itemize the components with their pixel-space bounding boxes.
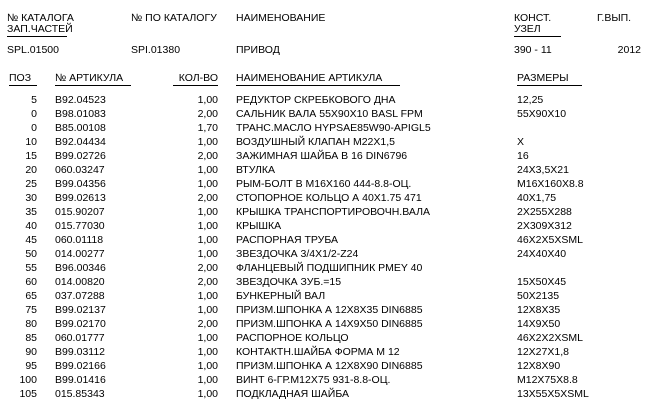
row-article: 060.03247 [55, 164, 105, 176]
row-name: КОНТАКТН.ШАЙБА ФОРМА M 12 [236, 346, 400, 358]
row-name: ФЛАНЦЕВЫЙ ПОДШИПНИК PMEY 40 [236, 262, 423, 274]
table-row [0, 150, 660, 162]
row-pos: 30 [25, 192, 37, 204]
row-qty: 1,00 [197, 332, 218, 344]
row-qty: 1,00 [197, 290, 218, 302]
assembly-underline [514, 36, 561, 37]
row-qty: 1,00 [197, 178, 218, 190]
row-article: 060.01118 [55, 234, 104, 246]
row-size: 46X2X2XSML [517, 332, 583, 344]
catalog-label [7, 13, 74, 35]
row-size: M12X75X8.8 [517, 374, 578, 386]
table-row [0, 262, 660, 274]
name-header-underline [236, 85, 400, 86]
row-size: 13X55X5XSML [517, 388, 589, 400]
table-row [0, 192, 660, 204]
row-pos: 25 [25, 178, 37, 190]
year-label: Г.ВЫП. [597, 12, 632, 24]
table-row [0, 234, 660, 246]
row-name: БУНКЕРНЫЙ ВАЛ [236, 290, 326, 302]
row-qty: 1,00 [197, 94, 218, 106]
table-row [0, 374, 660, 386]
row-article: B99.03112 [55, 346, 106, 358]
table-row [0, 332, 660, 344]
row-name: РЫМ-БОЛТ В M16X160 444-8.8-ОЦ. [236, 178, 412, 190]
col-article-header: № АРТИКУЛА [55, 72, 124, 84]
row-name: ВИНТ 6-ГР.M12X75 931-8.8-ОЦ. [236, 374, 391, 386]
row-name: ЗВЕЗДОЧКА ЗУБ.=15 [236, 276, 342, 288]
column-header-row [0, 72, 660, 84]
table-row [0, 94, 660, 106]
row-article: B99.04356 [55, 178, 106, 190]
row-article: B92.04523 [55, 94, 106, 106]
table-row [0, 122, 660, 134]
assembly-label [514, 13, 551, 35]
row-qty: 1,00 [197, 136, 218, 148]
row-article: 060.01777 [55, 332, 105, 344]
row-name: ВТУЛКА [236, 164, 276, 176]
table-row [0, 248, 660, 260]
pos-header-underline [9, 85, 37, 86]
row-qty: 1,00 [197, 206, 218, 218]
row-name: ПРИЗМ.ШПОНКА А 14X9X50 DIN6885 [236, 318, 423, 330]
table-row [0, 164, 660, 176]
table-row [0, 388, 660, 400]
row-name: САЛЬНИК ВАЛА 55X90X10 BASL FPM [236, 108, 423, 120]
row-name: КРЫШКА ТРАНСПОРТИРОВОЧН.ВАЛА [236, 206, 430, 218]
row-size: 2X309X312 [517, 220, 572, 232]
size-header-underline [517, 85, 582, 86]
row-pos: 65 [25, 290, 37, 302]
row-article: B98.01083 [55, 108, 106, 120]
col-pos-header: ПОЗ [9, 72, 32, 84]
row-pos: 100 [19, 374, 37, 386]
assembly-label-line1: КОНСТ. [514, 12, 552, 24]
row-name: ПРИЗМ.ШПОНКА А 12X8X35 DIN6885 [236, 304, 423, 316]
row-qty: 1,00 [197, 248, 218, 260]
row-name: РЕДУКТОР СКРЕБКОВОГО ДНА [236, 94, 396, 106]
table-row [0, 276, 660, 288]
row-article: B99.02613 [55, 192, 106, 204]
row-qty: 1,00 [197, 388, 218, 400]
row-qty: 2,00 [197, 276, 218, 288]
row-name: РАСПОРНАЯ ТРУБА [236, 234, 338, 246]
row-size: M16X160X8.8 [517, 178, 584, 190]
row-pos: 10 [25, 136, 37, 148]
row-qty: 2,00 [197, 108, 218, 120]
row-article: 015.77030 [55, 220, 105, 232]
row-size: X [517, 136, 525, 148]
row-article: 037.07288 [55, 290, 105, 302]
row-pos: 5 [31, 94, 37, 106]
table-row [0, 178, 660, 190]
row-article: B99.02170 [55, 318, 106, 330]
table-row [0, 360, 660, 372]
row-name: ТРАНС.МАСЛО HYPSAE85W90-APIGL5 [236, 122, 431, 134]
row-article: B99.02726 [55, 150, 106, 162]
row-pos: 105 [19, 388, 37, 400]
row-qty: 2,00 [197, 262, 218, 274]
row-name: ЗВЕЗДОЧКА 3/4X1/2-Z24 [236, 248, 359, 260]
article-header-underline [55, 85, 131, 86]
row-article: B92.04434 [55, 136, 106, 148]
row-size: 24X40X40 [517, 248, 567, 260]
row-pos: 45 [25, 234, 37, 246]
qty-header-underline [173, 85, 218, 86]
row-qty: 2,00 [197, 318, 218, 330]
row-name: КРЫШКА [236, 220, 282, 232]
col-name-header: НАИМЕНОВАНИЕ АРТИКУЛА [236, 72, 383, 84]
row-size: 12,25 [517, 94, 544, 106]
row-pos: 75 [25, 304, 37, 316]
row-pos: 85 [25, 332, 37, 344]
table-row [0, 136, 660, 148]
table-row [0, 318, 660, 330]
table-row [0, 346, 660, 358]
row-article: B85.00108 [55, 122, 106, 134]
row-name: ПРИЗМ.ШПОНКА А 12X8X90 DIN6885 [236, 360, 423, 372]
row-pos: 0 [31, 108, 37, 120]
catalog-no-value: SPI.01380 [131, 44, 181, 56]
row-article: 014.00820 [55, 276, 105, 288]
row-name: ПОДКЛАДНАЯ ШАЙБА [236, 388, 349, 400]
row-name: РАСПОРНОЕ КОЛЬЦО [236, 332, 349, 344]
row-qty: 1,00 [197, 234, 218, 246]
table-row [0, 108, 660, 120]
row-qty: 2,00 [197, 192, 218, 204]
row-qty: 1,00 [197, 374, 218, 386]
row-pos: 40 [25, 220, 37, 232]
row-size: 24X3,5X21 [517, 164, 569, 176]
year-value: 2012 [617, 44, 641, 56]
row-article: 014.00277 [55, 248, 105, 260]
row-pos: 90 [25, 346, 37, 358]
row-name: СТОПОРНОЕ КОЛЬЦО А 40X1.75 471 [236, 192, 422, 204]
row-article: B99.02166 [55, 360, 106, 372]
assembly-value: 390 - 11 [514, 44, 552, 56]
row-qty: 1,00 [197, 164, 218, 176]
row-size: 46X2X5XSML [517, 234, 583, 246]
row-qty: 1,70 [197, 122, 218, 134]
row-pos: 95 [25, 360, 37, 372]
row-name: ВОЗДУШНЫЙ КЛАПАН M22X1,5 [236, 136, 395, 148]
row-qty: 1,00 [197, 360, 218, 372]
name-value: ПРИВОД [236, 44, 280, 56]
row-size: 55X90X10 [517, 108, 567, 120]
row-size: 14X9X50 [517, 318, 561, 330]
col-size-header: РАЗМЕРЫ [517, 72, 569, 84]
row-article: B99.02137 [55, 304, 106, 316]
row-size: 15X50X45 [517, 276, 567, 288]
row-pos: 60 [25, 276, 37, 288]
row-size: 12X27X1,8 [517, 346, 569, 358]
assembly-label-line2: УЗЕЛ [514, 23, 541, 35]
col-qty-header: КОЛ-ВО [178, 72, 218, 84]
row-size: 12X8X90 [517, 360, 561, 372]
table-row [0, 206, 660, 218]
table-row [0, 304, 660, 316]
row-qty: 1,00 [197, 304, 218, 316]
row-pos: 80 [25, 318, 37, 330]
catalog-label-line2: ЗАП.ЧАСТЕЙ [7, 23, 73, 35]
row-size: 40X1,75 [517, 192, 557, 204]
table-row [0, 290, 660, 302]
row-size: 16 [517, 150, 529, 162]
row-qty: 1,00 [197, 220, 218, 232]
row-pos: 0 [31, 122, 37, 134]
row-size: 2X255X288 [517, 206, 572, 218]
table-row [0, 220, 660, 232]
row-pos: 50 [25, 248, 37, 260]
row-size: 12X8X35 [517, 304, 561, 316]
catalog-label-line1: № КАТАЛОГА [7, 12, 74, 24]
row-pos: 15 [25, 150, 37, 162]
row-article: B96.00346 [55, 262, 106, 274]
row-article: B99.01416 [55, 374, 106, 386]
row-pos: 35 [25, 206, 37, 218]
row-pos: 55 [25, 262, 37, 274]
catalog-underline [7, 36, 67, 37]
row-article: 015.85343 [55, 388, 105, 400]
row-name: ЗАЖИМНАЯ ШАЙБА В 16 DIN6796 [236, 150, 408, 162]
name-label: НАИМЕНОВАНИЕ [236, 12, 326, 24]
catalog-value: SPL.01500 [7, 44, 59, 56]
row-size: 50X2135 [517, 290, 560, 302]
catalog-no-label: № ПО КАТАЛОГУ [131, 12, 217, 24]
row-qty: 1,00 [197, 346, 218, 358]
row-qty: 2,00 [197, 150, 218, 162]
row-pos: 20 [25, 164, 37, 176]
row-article: 015.90207 [55, 206, 105, 218]
